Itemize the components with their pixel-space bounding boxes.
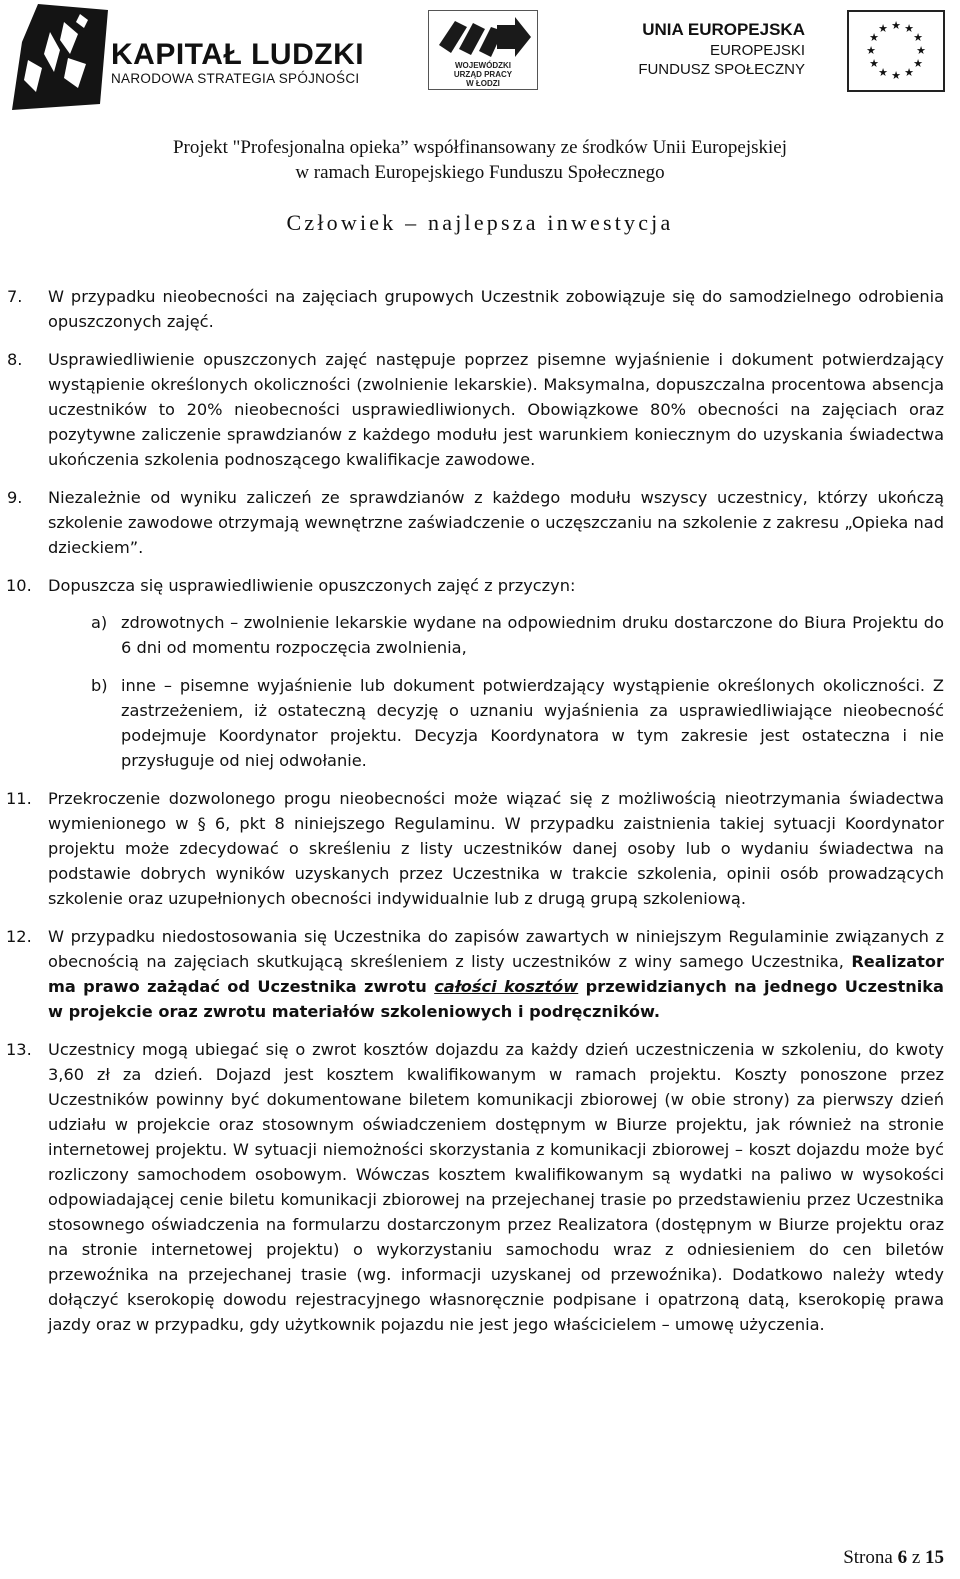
item-number: 8.: [7, 350, 23, 369]
item-number: 13.: [6, 1040, 32, 1059]
eu-flag-icon: [847, 10, 945, 92]
item-number: 11.: [6, 789, 32, 808]
kl-title: KAPITAŁ LUDZKI: [111, 38, 365, 71]
list-item: [0, 924, 960, 1024]
sub-item-text: inne – pisemne wyjaśnienie lub dokument potwierdzający wystąpienie określonych okoliczności. Z zastrzeżeniem, iż ostateczną decyzję o uznaniu wyjaśnienia za usprawiedliwiające nieobecność podejmuje Koordynator projektu. Decyzja Koordynatora w tym zakresie jest ostateczna i nie przysługuje od niej odwołanie.: [121, 676, 944, 770]
sub-item-text: zdrowotnych – zwolnienie lekarskie wydane na odpowiednim druku dostarczone do Biura Projektu do 6 dni od momentu rozpoczęcia zwolnienia,: [121, 613, 944, 657]
list-item: [0, 1037, 960, 1337]
item-text: Przekroczenie dozwolonego progu nieobecności może wiązać się z możliwością nieotrzymania świadectwa wymienionego w § 6, pkt 8 niniejszego Regulaminu. W przypadku zaistnienia takiej sytuacji Koordynator projektu może zdecydować o skreśleniu z listy uczestników danej osoby lub o wydaniu świadectwa na podstawie dobrych wyników uzyskanych przez Uczestnika w trakcie szkolenia, opinii osób prowadzących szkolenie oraz uzupełnionych obecności indywidualnie lub z drugą grupą szkoleniową.: [48, 789, 944, 908]
list-item: [0, 485, 960, 560]
svg-text:★: ★: [913, 31, 923, 44]
eu-line-1: UNIA EUROPEJSKA: [642, 20, 805, 39]
page-label: Strona: [843, 1547, 893, 1568]
wup-logo: [428, 10, 538, 90]
sub-item-label: b): [91, 676, 108, 695]
regulation-content: [0, 284, 960, 1350]
project-line-1: Projekt "Profesjonalna opieka” współfinansowany ze środków Unii Europejskiej: [172, 137, 788, 158]
item-text-bold: Realizator ma prawo zażądać od Uczestnika zwrotu: [48, 952, 944, 996]
kl-subtitle: NARODOWA STRATEGIA SPÓJNOŚCI: [111, 71, 360, 86]
page-number: [843, 1547, 944, 1569]
project-line-2: w ramach Europejskiego Funduszu Społecznego: [295, 162, 665, 183]
item-text: W przypadku nieobecności na zajęciach grupowych Uczestnik zobowiązuje się do samodzielnego odrobienia opuszczonych zajęć.: [48, 287, 944, 331]
kapital-ludzki-emblem-icon: [8, 2, 108, 112]
item-number: 7.: [7, 287, 23, 306]
eu-line-3: FUNDUSZ SPOŁECZNY: [638, 61, 805, 78]
svg-text:★: ★: [891, 19, 901, 32]
svg-text:★: ★: [866, 44, 876, 57]
sub-item: [0, 610, 960, 660]
svg-text:★: ★: [878, 66, 888, 79]
page-sep: z: [911, 1547, 921, 1568]
item-number: 9.: [7, 488, 23, 507]
sub-list: [48, 610, 944, 773]
wup-line-1: WOJEWÓDZKI: [455, 61, 511, 70]
item-text-bold-italic: całości kosztów: [434, 977, 579, 996]
item-text-bold-end: przewidzianych na jednego Uczestnika w projekcie oraz zwrotu materiałów szkoleniowych i podręczników.: [48, 977, 944, 1021]
page-current: 6: [897, 1547, 908, 1568]
wup-emblem-icon: [433, 15, 533, 61]
item-text: Uczestnicy mogą ubiegać się o zwrot kosztów dojazdu za każdy dzień uczestniczenia w szkoleniu, do kwoty 3,60 zł za dzień. Dojazd jest kosztem kwalifikowanym w ramach projektu. Koszty ponoszone przez Uczestników powinny być dokumentowane biletem komunikacji zbiorowej (w obie strony) za pierwszy dzień udziału w projekcie oraz stosownym oświadczeniem dostępnym w Biurze projektu, jak również na stronie internetowej projektu. W sytuacji niemożności skorzystania z komunikacji zbiorowej – koszt dojazdu może być rozliczony samochodem osobowym. Wówczas kosztem kwalifikowanym są wydatki na paliwo w wysokości odpowiadającej cenie biletu komunikacji zbiorowej na przejechanej trasie po przedstawieniu przez Uczestnika stosownego oświadczenia na formularzu dostarczonym przez Realizatora (dostępnym w Biurze projektu oraz na stronie internetowej projektu) o wykorzystaniu samochodu wraz z odniesieniem do cen biletów przewoźnika na przejechanej trasie (wg. informacji uzyskanej od przewoźnika). Dodatkowo należy wtedy dołączyć kserokopię dowodu rejestracyjnego własnoręcznie podpisane i opatrzoną datą, kserokopię prawa jazdy oraz w przypadku, gdy użytkownik pojazdu nie jest jego właścicielem – umowę użyczenia.: [48, 1040, 944, 1334]
list-item: [0, 573, 960, 773]
svg-text:★: ★: [904, 22, 914, 35]
item-text: Niezależnie od wyniku zaliczeń ze sprawdzianów z każdego modułu wszyscy uczestnicy, którzy ukończą szkolenie zawodowe otrzymają wewnętrzne zaświadczenie o uczęszczaniu na szkolenie z zakresu „Opieka nad dzieckiem”.: [48, 488, 944, 557]
header-logos: [0, 0, 960, 130]
item-text: Usprawiedliwienie opuszczonych zajęć następuje poprzez pisemne wyjaśnienie i dokument potwierdzający wystąpienie określonych okoliczności (zwolnienie lekarskie). Maksymalna, dopuszczalna procentowa absencja uczestników to 20% nieobecności usprawiedliwionych. Obowiązkowe 80% obecności na zajęciach oraz pozytywne zaliczenie sprawdzianów z każdego modułu jest warunkiem koniecznym do uzyskania świadectwa ukończenia szkolenia podnoszącego kwalifikacje zawodowe.: [48, 350, 944, 469]
sub-item: [0, 673, 960, 773]
svg-text:★: ★: [878, 22, 888, 35]
wup-text: [429, 61, 537, 88]
list-item: [0, 786, 960, 911]
list-item: [0, 284, 960, 334]
motto: Człowiek – najlepsza inwestycja: [286, 210, 674, 235]
item-text-plain: W przypadku niedostosowania się Uczestnika do zapisów zawartych w niniejszym Regulaminie związanych z obecnością na zajęciach skutkującą skreśleniem z listy uczestników z winy samego Uczestnika,: [48, 927, 944, 971]
kapital-ludzki-logo: [8, 2, 368, 112]
eu-line-2: EUROPEJSKI: [709, 42, 805, 59]
item-number: 12.: [6, 927, 32, 946]
eu-logo: [638, 10, 945, 92]
svg-text:★: ★: [913, 57, 923, 70]
svg-text:★: ★: [869, 57, 879, 70]
wup-line-2: URZĄD PRACY: [453, 70, 513, 79]
item-number: 10.: [6, 576, 32, 595]
svg-text:★: ★: [869, 31, 879, 44]
page-total: 15: [925, 1547, 944, 1568]
svg-text:★: ★: [904, 66, 914, 79]
item-text: Dopuszcza się usprawiedliwienie opuszczonych zajęć z przyczyn:: [48, 576, 576, 595]
eu-stars-icon: [849, 12, 943, 90]
svg-text:★: ★: [916, 44, 926, 57]
list-item: [0, 347, 960, 472]
svg-text:★: ★: [891, 69, 901, 82]
wup-line-3: W ŁODZI: [466, 79, 500, 88]
sub-item-label: a): [91, 613, 108, 632]
